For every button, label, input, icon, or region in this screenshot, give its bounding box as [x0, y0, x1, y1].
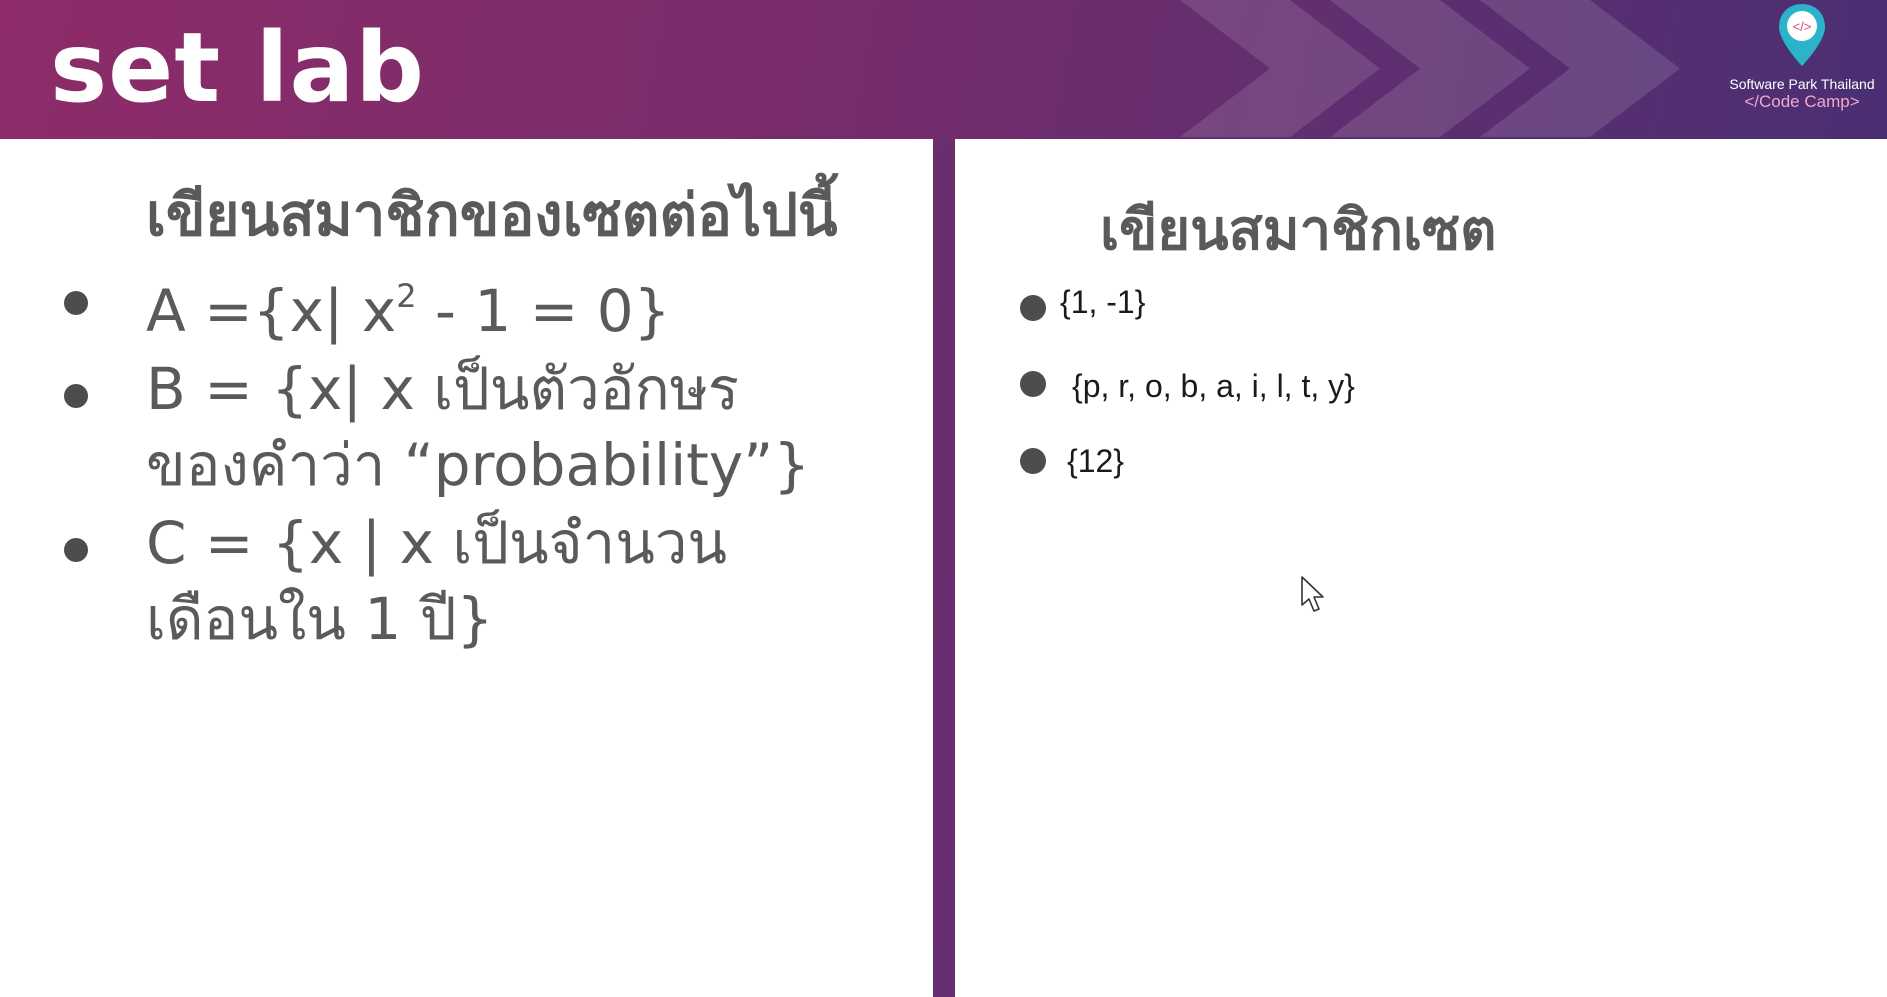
question-c-line2: เดือนใน 1 ปี}: [146, 585, 494, 653]
answer-c: {12}: [1067, 443, 1124, 479]
question-item-c: [60, 505, 920, 657]
question-title: เขียนสมาชิกของเซตต่อไปนี้: [146, 181, 838, 249]
question-b-line2: ของคำว่า “probability”}: [146, 431, 811, 499]
answer-panel: [955, 139, 1887, 997]
answer-title: เขียนสมาชิกเซต: [1100, 198, 1497, 263]
answer-b: {p, r, o, b, a, i, l, t, y}: [1072, 368, 1355, 404]
location-pin-icon: [1776, 2, 1828, 68]
question-c-line1: C = {x | x เป็นจำนวน: [146, 509, 728, 577]
answer-a: {1, -1}: [1060, 284, 1146, 320]
bullet-icon: [64, 384, 88, 408]
question-a-exponent: 2: [396, 277, 417, 315]
logo-camp-name: </Code Camp>: [1744, 92, 1860, 111]
bullet-icon: [64, 291, 88, 315]
question-list: [60, 258, 920, 659]
software-park-logo: [1727, 2, 1877, 122]
bullet-icon: [1020, 295, 1046, 321]
slide-header: [0, 0, 1887, 137]
bullet-icon: [1020, 371, 1046, 397]
header-chevron-decoration: [1180, 0, 1380, 137]
logo-pin-glyph: </>: [1792, 19, 1812, 34]
question-a-suffix: - 1 = 0}: [416, 277, 671, 345]
bullet-icon: [64, 538, 88, 562]
slide-title: set lab: [50, 12, 425, 124]
question-a-prefix: A ={x| x: [146, 277, 397, 345]
question-item-b: [60, 351, 920, 503]
question-b-line1: B = {x| x เป็นตัวอักษร: [146, 355, 740, 423]
bullet-icon: [1020, 448, 1046, 474]
mouse-cursor-icon: [1301, 576, 1327, 616]
logo-org-name: Software Park Thailand: [1729, 76, 1875, 92]
question-item-a: [60, 258, 920, 349]
